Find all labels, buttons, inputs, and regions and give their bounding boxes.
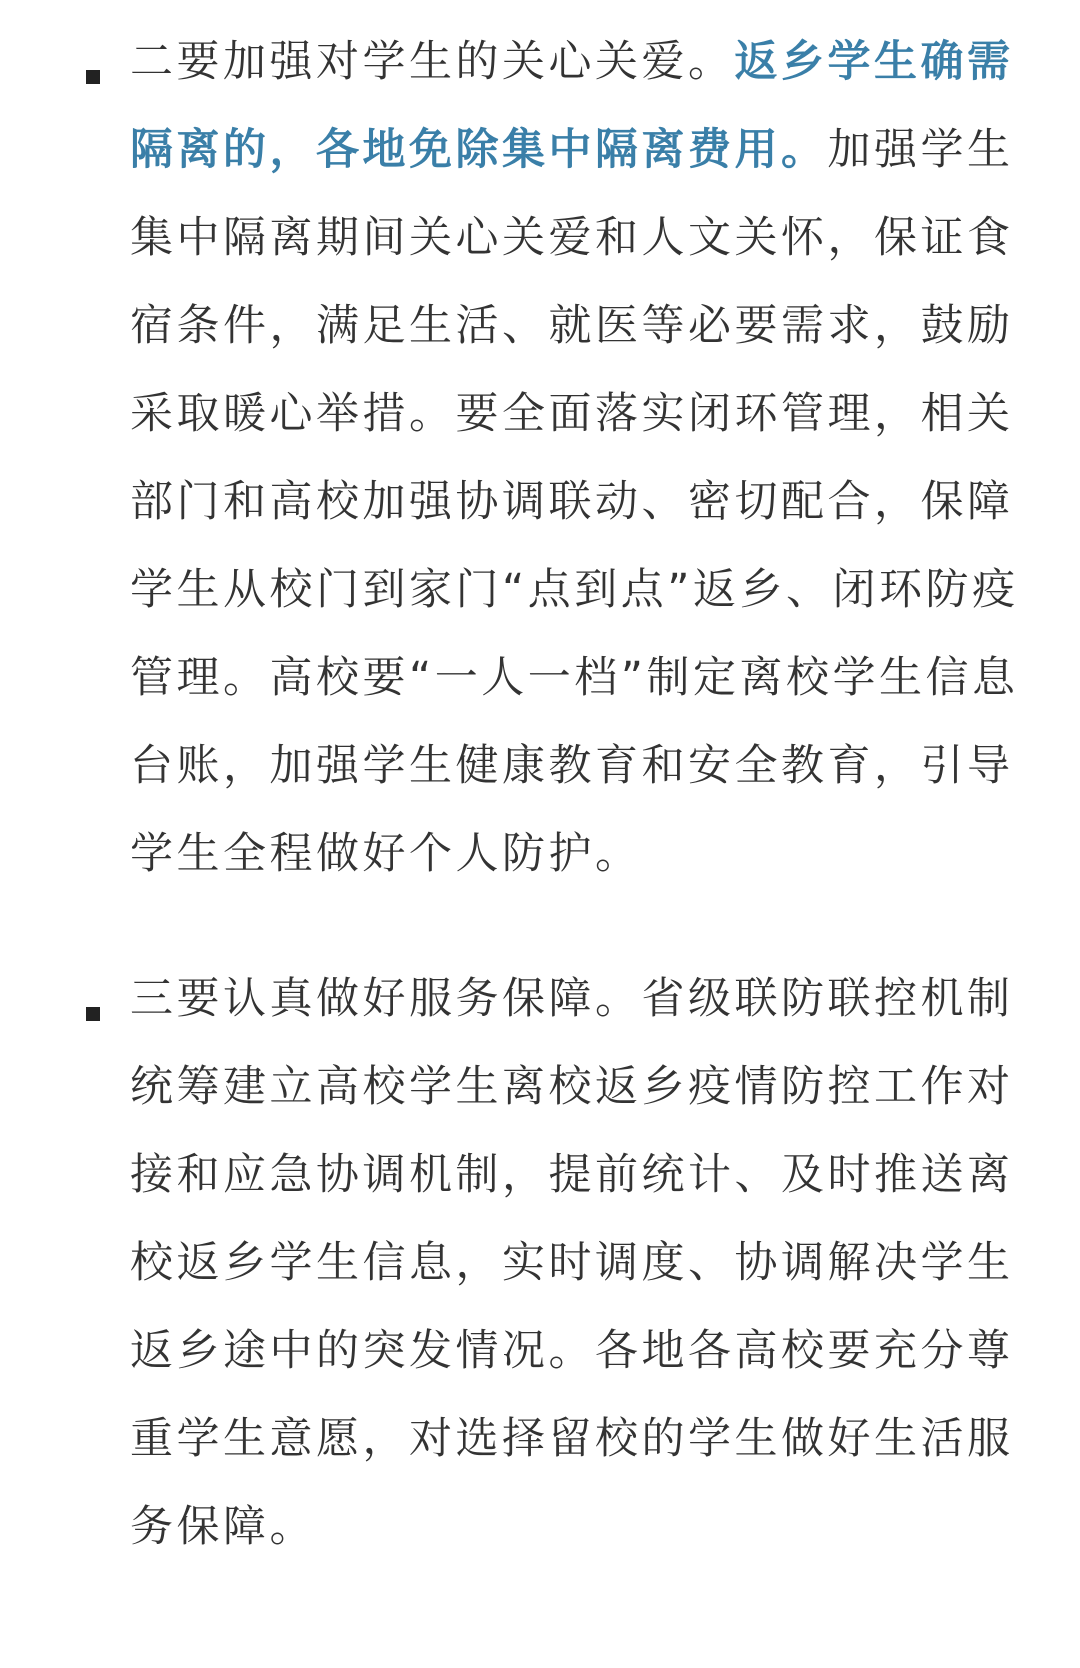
paragraph-body: 加强学生集中隔离期间关心关爱和人文关怀，保证食宿条件，满足生活、就医等必要需求，鼓励采取暖心举措。要全面落实闭环管理，相关部门和高校加强协调联动、密切配合，保障学生从校门到家门“点到点”返乡、闭环防疫管理。高校要“一人一档”制定离校学生信息台账，加强学生健康教育和安全教育，引导学生全程做好个人防护。 — [130, 125, 1019, 879]
paragraph-text — [130, 18, 1020, 898]
paragraph-body: 三要认真做好服务保障。省级联防联控机制统筹建立高校学生离校返乡疫情防控工作对接和应急协调机制，提前统计、及时推送离校返乡学生信息，实时调度、协调解决学生返乡途中的突发情况。各地各高校要充分尊重学生意愿，对选择留校的学生做好生活服务保障。 — [130, 974, 1014, 1552]
square-bullet-icon — [86, 70, 100, 84]
square-bullet-icon — [86, 1007, 100, 1021]
paragraph-text — [130, 955, 1020, 1571]
paragraph-lead: 二要加强对学生的关心关爱。 — [130, 37, 735, 87]
highlighted-text: 返乡学生确需隔离的，各地免除集中隔离费用。 — [130, 37, 1014, 175]
